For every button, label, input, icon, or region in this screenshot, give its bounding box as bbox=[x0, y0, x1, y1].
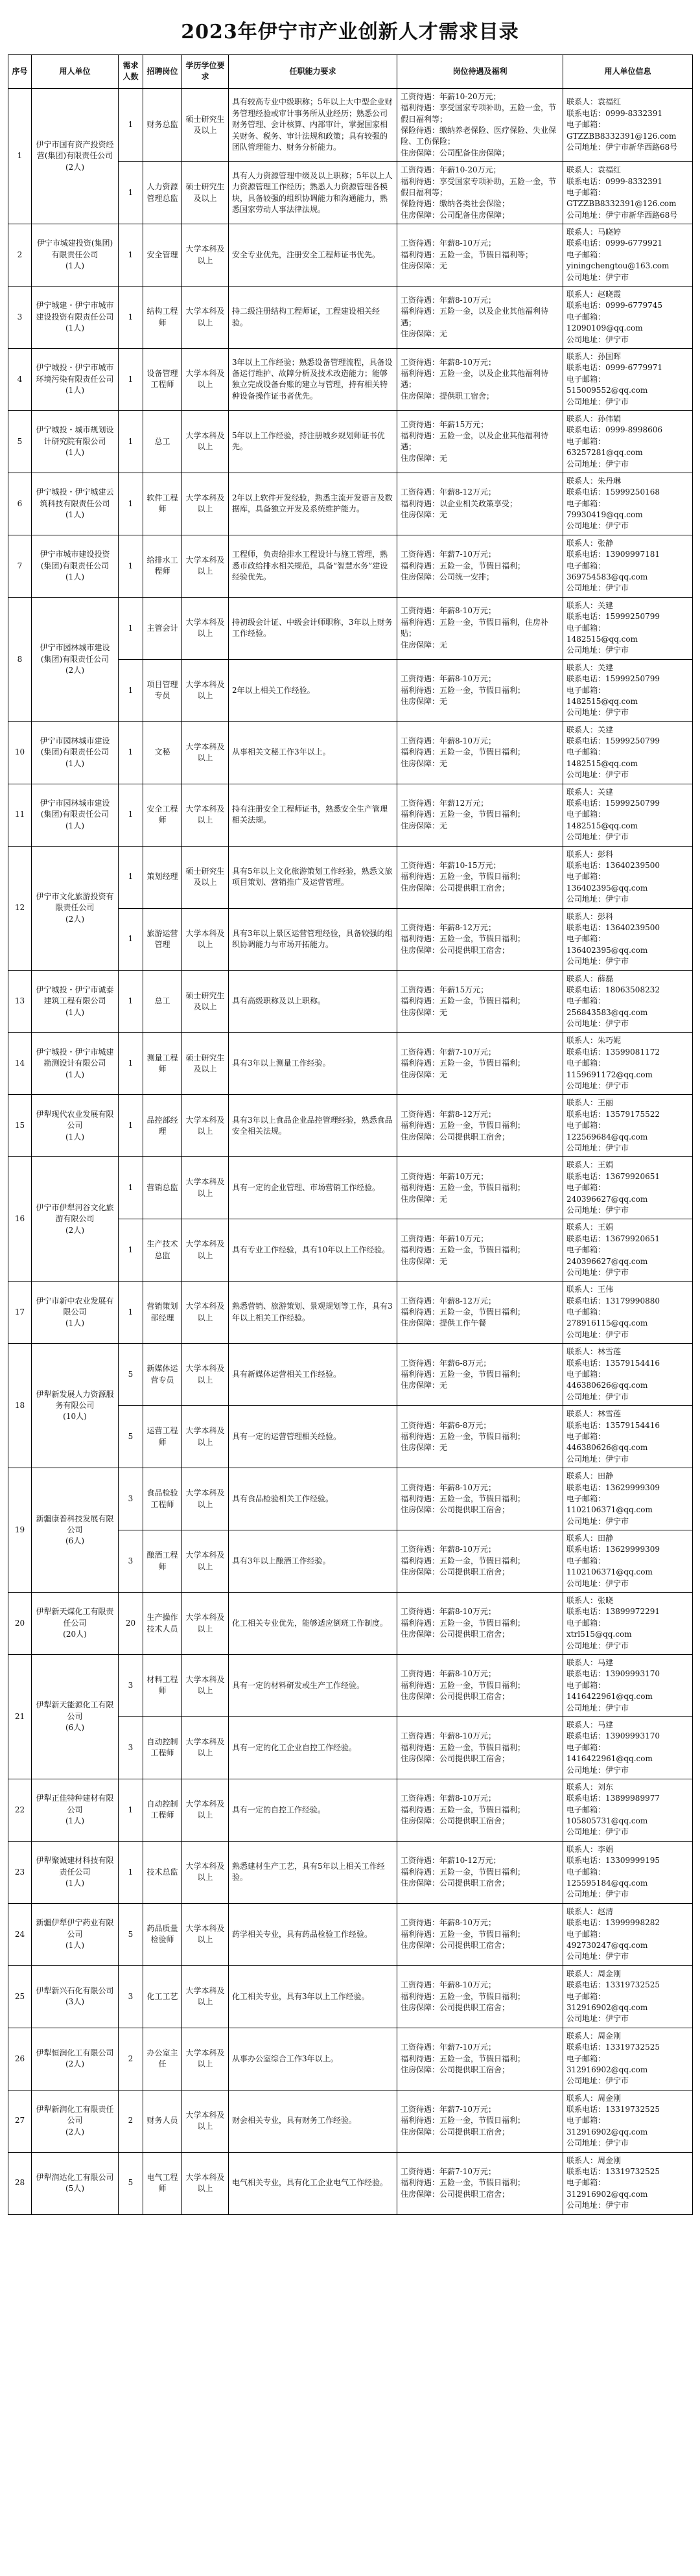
ability-requirement: 5年以上工作经验，持注册城乡规划师证书优先。 bbox=[229, 410, 397, 473]
employer-name: 伊宁市城市建设投资(集团)有限责任公司 (1人) bbox=[32, 535, 119, 597]
header-count: 需求人数 bbox=[119, 55, 143, 89]
education-requirement: 大学本科及以上 bbox=[182, 1841, 229, 1903]
education-requirement: 硕士研究生及以上 bbox=[182, 88, 229, 161]
ability-requirement: 具有3年以上食品企业品控管理经验，熟悉食品安全相关法规。 bbox=[229, 1095, 397, 1157]
benefits: 工资待遇：年薪8-10万元； 福利待遇：五险一金，节假日福利； 住房保障：公司提供职工宿舍； bbox=[397, 1779, 563, 1841]
education-requirement: 硕士研究生及以上 bbox=[182, 162, 229, 224]
employer-name: 伊犁润达化工有限公司 (5人) bbox=[32, 2152, 119, 2214]
ability-requirement: 从事办公室综合工作3年以上。 bbox=[229, 2028, 397, 2090]
table-row bbox=[8, 287, 693, 349]
table-row bbox=[8, 224, 693, 287]
table-row bbox=[8, 1344, 693, 1406]
benefits: 工资待遇：年薪15万元； 福利待遇：五险一金，节假日福利； 住房保障：无 bbox=[397, 970, 563, 1033]
benefits: 工资待遇：年薪6-8万元； 福利待遇：五险一金，节假日福利； 住房保障：无 bbox=[397, 1406, 563, 1468]
headcount: 1 bbox=[119, 846, 143, 908]
employer-name: 伊宁城投・伊宁市城市环境污染有限责任公司 (1人) bbox=[32, 348, 119, 410]
employer-contact: 联系人：周金刚 联系电话：13319732525 电子邮箱： 312916902@qq.com 公司地址：伊宁市 bbox=[563, 1965, 693, 2028]
ability-requirement: 持有注册安全工程师证书，熟悉安全生产管理相关法规。 bbox=[229, 784, 397, 846]
table-row bbox=[8, 1841, 693, 1903]
employer-name: 伊犁正佳特种建材有限公司 (1人) bbox=[32, 1779, 119, 1841]
table-row bbox=[8, 1033, 693, 1095]
employer-contact: 联系人：周金刚 联系电话：13319732525 电子邮箱： 312916902@qq.com 公司地址：伊宁市 bbox=[563, 2028, 693, 2090]
employer-name: 伊宁市文化旅游投资有限责任公司 (2人) bbox=[32, 846, 119, 970]
headcount: 1 bbox=[119, 287, 143, 349]
headcount: 2 bbox=[119, 2090, 143, 2152]
employer-contact: 联系人：马建 联系电话：13909993170 电子邮箱： 1416422961@qq.com 公司地址：伊宁市 bbox=[563, 1716, 693, 1779]
education-requirement: 大学本科及以上 bbox=[182, 1468, 229, 1530]
employer-name: 伊犁聚诚建材科技有限责任公司 (1人) bbox=[32, 1841, 119, 1903]
benefits: 工资待遇：年薪10-12万元； 福利待遇：五险一金，节假日福利； 住房保障：公司提供职工宿舍； bbox=[397, 1841, 563, 1903]
education-requirement: 大学本科及以上 bbox=[182, 1157, 229, 1219]
employer-name: 伊宁市国有资产投资经营(集团)有限责任公司 (2人) bbox=[32, 88, 119, 224]
ability-requirement: 熟悉建材生产工艺，具有5年以上相关工作经验。 bbox=[229, 1841, 397, 1903]
employer-contact: 联系人：朱丹琳 联系电话：15999250168 电子邮箱： 79930419@qq.com 公司地址：伊宁市 bbox=[563, 473, 693, 535]
ability-requirement: 电气相关专业，具有化工企业电气工作经验。 bbox=[229, 2152, 397, 2214]
table-row bbox=[8, 535, 693, 597]
job-post: 生产技术总监 bbox=[143, 1219, 182, 1282]
table-body bbox=[8, 88, 693, 2214]
job-post: 测量工程师 bbox=[143, 1033, 182, 1095]
education-requirement: 大学本科及以上 bbox=[182, 2028, 229, 2090]
employer-contact: 联系人：王丽 联系电话：13579175522 电子邮箱： 122569684@qq.com 公司地址：伊宁市 bbox=[563, 1095, 693, 1157]
job-post: 项目管理专员 bbox=[143, 659, 182, 721]
job-post: 财务人员 bbox=[143, 2090, 182, 2152]
table-row bbox=[8, 1779, 693, 1841]
table-row bbox=[8, 784, 693, 846]
education-requirement: 硕士研究生及以上 bbox=[182, 970, 229, 1033]
row-number: 7 bbox=[8, 535, 32, 597]
header-benefits: 岗位待遇及福利 bbox=[397, 55, 563, 89]
table-row bbox=[8, 1903, 693, 1965]
headcount: 1 bbox=[119, 473, 143, 535]
row-number: 5 bbox=[8, 410, 32, 473]
row-number: 1 bbox=[8, 88, 32, 224]
employer-contact: 联系人：王娟 联系电话：13679920651 电子邮箱： 240396627@qq.com 公司地址：伊宁市 bbox=[563, 1157, 693, 1219]
ability-requirement: 2年以上软件开发经验，熟悉主流开发语言及数据库，具备独立开发及系统维护能力。 bbox=[229, 473, 397, 535]
row-number: 6 bbox=[8, 473, 32, 535]
employer-contact: 联系人：马晓婷 联系电话：0999-6779921 电子邮箱： yiningchengtou@163.com 公司地址：伊宁市 bbox=[563, 224, 693, 287]
ability-requirement: 3年以上工作经验；熟悉设备管理流程，具备设备运行维护、故障分析及技术改造能力；能够独立完成设备台账的建立与管理，持有相关特种设备操作证书者优先。 bbox=[229, 348, 397, 410]
benefits: 工资待遇：年薪8-10万元； 福利待遇：五险一金，节假日福利； 住房保障：公司提供职工宿舍； bbox=[397, 1468, 563, 1530]
headcount: 1 bbox=[119, 1095, 143, 1157]
benefits: 工资待遇：年薪6-8万元； 福利待遇：五险一金，节假日福利； 住房保障：无 bbox=[397, 1344, 563, 1406]
headcount: 1 bbox=[119, 1157, 143, 1219]
job-post: 人力资源管理总监 bbox=[143, 162, 182, 224]
row-number: 18 bbox=[8, 1344, 32, 1468]
education-requirement: 大学本科及以上 bbox=[182, 2090, 229, 2152]
ability-requirement: 2年以上相关工作经验。 bbox=[229, 659, 397, 721]
education-requirement: 大学本科及以上 bbox=[182, 1593, 229, 1655]
employer-contact: 联系人：林雪莲 联系电话：13579154416 电子邮箱： 446380626@qq.com 公司地址：伊宁市 bbox=[563, 1344, 693, 1406]
headcount: 1 bbox=[119, 721, 143, 784]
job-post: 设备管理工程师 bbox=[143, 348, 182, 410]
education-requirement: 大学本科及以上 bbox=[182, 535, 229, 597]
row-number: 11 bbox=[8, 784, 32, 846]
job-post: 文秘 bbox=[143, 721, 182, 784]
table-header-row bbox=[8, 55, 693, 89]
header-post: 招聘岗位 bbox=[143, 55, 182, 89]
education-requirement: 大学本科及以上 bbox=[182, 1219, 229, 1282]
row-number: 10 bbox=[8, 721, 32, 784]
row-number: 20 bbox=[8, 1593, 32, 1655]
education-requirement: 大学本科及以上 bbox=[182, 721, 229, 784]
ability-requirement: 具有人力资源管理中级及以上职称；5年以上人力资源管理工作经历；熟悉人力资源管理各模块，具备较强的组织协调能力和沟通能力，熟悉国家劳动人事法律法规。 bbox=[229, 162, 397, 224]
education-requirement: 大学本科及以上 bbox=[182, 784, 229, 846]
education-requirement: 大学本科及以上 bbox=[182, 1344, 229, 1406]
ability-requirement: 具有高级职称及以上职称。 bbox=[229, 970, 397, 1033]
row-number: 4 bbox=[8, 348, 32, 410]
headcount: 1 bbox=[119, 597, 143, 659]
benefits: 工资待遇：年薪8-10万元； 福利待遇：五险一金，节假日福利； 住房保障：公司提供职工宿舍； bbox=[397, 1716, 563, 1779]
education-requirement: 硕士研究生及以上 bbox=[182, 846, 229, 908]
headcount: 1 bbox=[119, 1219, 143, 1282]
employer-contact: 联系人：王娟 联系电话：13679920651 电子邮箱： 240396627@qq.com 公司地址：伊宁市 bbox=[563, 1219, 693, 1282]
benefits: 工资待遇：年薪10-20万元； 福利待遇：享受国家专项补助，五险一金，节假日福利等； 保险待遇：缴纳各类社会保险； 住房保障：公司配备住房保障； bbox=[397, 162, 563, 224]
benefits: 工资待遇：年薪7-10万元； 福利待遇：五险一金，节假日福利； 住房保障：公司提供职工宿舍； bbox=[397, 2152, 563, 2214]
education-requirement: 大学本科及以上 bbox=[182, 1716, 229, 1779]
job-post: 安全工程师 bbox=[143, 784, 182, 846]
employer-contact: 联系人：关建 联系电话：15999250799 电子邮箱： 1482515@qq.com 公司地址：伊宁市 bbox=[563, 597, 693, 659]
employer-name: 伊宁城投・城市规划设计研究院有限公司 (1人) bbox=[32, 410, 119, 473]
job-post: 策划经理 bbox=[143, 846, 182, 908]
employer-name: 伊宁市园林城市建设(集团)有限责任公司 (2人) bbox=[32, 597, 119, 721]
table-row bbox=[8, 1095, 693, 1157]
employer-contact: 联系人：田静 联系电话：13629999309 电子邮箱： 1102106371@qq.com 公司地址：伊宁市 bbox=[563, 1530, 693, 1593]
row-number: 27 bbox=[8, 2090, 32, 2152]
row-number: 15 bbox=[8, 1095, 32, 1157]
employer-name: 新疆伊犁伊宁药业有限公司 (1人) bbox=[32, 1903, 119, 1965]
ability-requirement: 具有3年以上景区运营管理经验，具备较强的组织协调能力与市场开拓能力。 bbox=[229, 908, 397, 970]
education-requirement: 大学本科及以上 bbox=[182, 1779, 229, 1841]
headcount: 1 bbox=[119, 535, 143, 597]
employer-contact: 联系人：张晓 联系电话：13899972291 电子邮箱： xtrl515@qq.com 公司地址：伊宁市 bbox=[563, 1593, 693, 1655]
row-number: 12 bbox=[8, 846, 32, 970]
page-title: 2023年伊宁市产业创新人才需求目录 bbox=[181, 21, 519, 43]
education-requirement: 大学本科及以上 bbox=[182, 1903, 229, 1965]
row-number: 24 bbox=[8, 1903, 32, 1965]
education-requirement: 大学本科及以上 bbox=[182, 908, 229, 970]
headcount: 1 bbox=[119, 88, 143, 161]
job-post: 化工工艺 bbox=[143, 1965, 182, 2028]
row-number: 3 bbox=[8, 287, 32, 349]
employer-contact: 联系人：周金刚 联系电话：13319732525 电子邮箱： 312916902@qq.com 公司地址：伊宁市 bbox=[563, 2152, 693, 2214]
employer-contact: 联系人：袁福红 联系电话：0999-8332391 电子邮箱： GTZZBB8332391@126.com 公司地址：伊宁市新华西路68号 bbox=[563, 88, 693, 161]
employer-contact: 联系人：彭科 联系电话：13640239500 电子邮箱： 136402395@qq.com 公司地址：伊宁市 bbox=[563, 846, 693, 908]
ability-requirement: 具有5年以上文化旅游策划工作经验，熟悉文旅项目策划、营销推广及运营管理。 bbox=[229, 846, 397, 908]
education-requirement: 大学本科及以上 bbox=[182, 287, 229, 349]
headcount: 1 bbox=[119, 1779, 143, 1841]
job-post: 材料工程师 bbox=[143, 1655, 182, 1717]
benefits: 工资待遇：年薪8-10万元； 福利待遇：五险一金，节假日福利； 住房保障：公司提供职工宿舍； bbox=[397, 1593, 563, 1655]
headcount: 1 bbox=[119, 659, 143, 721]
education-requirement: 大学本科及以上 bbox=[182, 659, 229, 721]
ability-requirement: 熟悉营销、旅游策划、景观规划等工作，具有3年以上相关工作经验。 bbox=[229, 1282, 397, 1344]
header-requirements: 任职能力要求 bbox=[229, 55, 397, 89]
job-post: 品控部经理 bbox=[143, 1095, 182, 1157]
benefits: 工资待遇：年薪8-10万元； 福利待遇：五险一金，节假日福利； 住房保障：公司提供职工宿舍； bbox=[397, 1655, 563, 1717]
table-row bbox=[8, 2028, 693, 2090]
headcount: 1 bbox=[119, 348, 143, 410]
headcount: 3 bbox=[119, 1716, 143, 1779]
employer-contact: 联系人：王伟 联系电话：13179990880 电子邮箱： 278916115@qq.com 公司地址：伊宁市 bbox=[563, 1282, 693, 1344]
employer-name: 伊犁现代农业发展有限公司 (1人) bbox=[32, 1095, 119, 1157]
headcount: 3 bbox=[119, 1530, 143, 1593]
job-post: 运营工程师 bbox=[143, 1406, 182, 1468]
header-contact: 用人单位信息 bbox=[563, 55, 693, 89]
employer-name: 伊犁新发展人力资源服务有限公司 (10人) bbox=[32, 1344, 119, 1468]
headcount: 2 bbox=[119, 2028, 143, 2090]
headcount: 1 bbox=[119, 970, 143, 1033]
benefits: 工资待遇：年薪10-20万元； 福利待遇：享受国家专项补助，五险一金，节假日福利等； 保险待遇：缴纳养老保险、医疗保险、失业保险、工伤保险； 住房保障：公司配备住房保障； bbox=[397, 88, 563, 161]
headcount: 1 bbox=[119, 908, 143, 970]
ability-requirement: 具有3年以上酿酒工作经验。 bbox=[229, 1530, 397, 1593]
benefits: 工资待遇：年薪10-15万元； 福利待遇：五险一金，节假日福利； 住房保障：公司提供职工宿舍； bbox=[397, 846, 563, 908]
employer-contact: 联系人：张静 联系电话：13909997181 电子邮箱： 369754583@qq.com 公司地址：伊宁市 bbox=[563, 535, 693, 597]
education-requirement: 大学本科及以上 bbox=[182, 1095, 229, 1157]
ability-requirement: 具有新媒体运营相关工作经验。 bbox=[229, 1344, 397, 1406]
education-requirement: 大学本科及以上 bbox=[182, 597, 229, 659]
header-employer: 用人单位 bbox=[32, 55, 119, 89]
row-number: 2 bbox=[8, 224, 32, 287]
row-number: 19 bbox=[8, 1468, 32, 1593]
benefits: 工资待遇：年薪8-10万元； 福利待遇：五险一金，以及企业其他福利待遇； 住房保障：提供职工宿舍； bbox=[397, 348, 563, 410]
job-post: 生产操作技术人员 bbox=[143, 1593, 182, 1655]
headcount: 3 bbox=[119, 1655, 143, 1717]
table-row bbox=[8, 846, 693, 908]
ability-requirement: 药学相关专业，具有药品检验工作经验。 bbox=[229, 1903, 397, 1965]
row-number: 13 bbox=[8, 970, 32, 1033]
ability-requirement: 具有专业工作经验，具有10年以上工作经验。 bbox=[229, 1219, 397, 1282]
benefits: 工资待遇：年薪8-12万元； 福利待遇：五险一金，节假日福利； 住房保障：提供工作午餐 bbox=[397, 1282, 563, 1344]
employer-name: 伊宁市城建投资(集团)有限责任公司 (1人) bbox=[32, 224, 119, 287]
employer-name: 伊宁城投・伊宁市诚泰建筑工程有限公司 (1人) bbox=[32, 970, 119, 1033]
table-row bbox=[8, 2152, 693, 2214]
job-post: 营销策划部经理 bbox=[143, 1282, 182, 1344]
ability-requirement: 具有一定的材料研发或生产工作经验。 bbox=[229, 1655, 397, 1717]
job-post: 安全管理 bbox=[143, 224, 182, 287]
job-post: 旅游运营管理 bbox=[143, 908, 182, 970]
benefits: 工资待遇：年薪8-10万元； 福利待遇：五险一金，节假日福利； 住房保障：无 bbox=[397, 659, 563, 721]
employer-contact: 联系人：关建 联系电话：15999250799 电子邮箱： 1482515@qq.com 公司地址：伊宁市 bbox=[563, 659, 693, 721]
table-row bbox=[8, 1468, 693, 1530]
benefits: 工资待遇：年薪8-10万元； 福利待遇：五险一金，节假日福利等； 住房保障：无 bbox=[397, 224, 563, 287]
row-number: 28 bbox=[8, 2152, 32, 2214]
row-number: 26 bbox=[8, 2028, 32, 2090]
header-no: 序号 bbox=[8, 55, 32, 89]
ability-requirement: 具有一定的自控工作经验。 bbox=[229, 1779, 397, 1841]
headcount: 1 bbox=[119, 1282, 143, 1344]
employer-contact: 联系人：林雪莲 联系电话：13579154416 电子邮箱： 446380626@qq.com 公司地址：伊宁市 bbox=[563, 1406, 693, 1468]
employer-contact: 联系人：关建 联系电话：15999250799 电子邮箱： 1482515@qq.com 公司地址：伊宁市 bbox=[563, 784, 693, 846]
employer-name: 伊犁新天煤化工有限责任公司 (20人) bbox=[32, 1593, 119, 1655]
job-post: 办公室主任 bbox=[143, 2028, 182, 2090]
ability-requirement: 从事相关文秘工作3年以上。 bbox=[229, 721, 397, 784]
table-row bbox=[8, 88, 693, 161]
ability-requirement: 财会相关专业，具有财务工作经验。 bbox=[229, 2090, 397, 2152]
table-row bbox=[8, 410, 693, 473]
employer-name: 伊犁恒润化工有限公司 (2人) bbox=[32, 2028, 119, 2090]
benefits: 工资待遇：年薪7-10万元； 福利待遇：五险一金，节假日福利； 住房保障：公司提供职工宿舍； bbox=[397, 2090, 563, 2152]
row-number: 21 bbox=[8, 1655, 32, 1779]
education-requirement: 硕士研究生及以上 bbox=[182, 1033, 229, 1095]
job-post: 软件工程师 bbox=[143, 473, 182, 535]
ability-requirement: 持二级注册结构工程师证，工程建设相关经验。 bbox=[229, 287, 397, 349]
education-requirement: 大学本科及以上 bbox=[182, 1965, 229, 2028]
row-number: 25 bbox=[8, 1965, 32, 2028]
row-number: 14 bbox=[8, 1033, 32, 1095]
ability-requirement: 安全专业优先，注册安全工程师证书优先。 bbox=[229, 224, 397, 287]
employer-name: 伊宁市园林城市建设(集团)有限责任公司 (1人) bbox=[32, 784, 119, 846]
benefits: 工资待遇：年薪8-10万元； 福利待遇：五险一金，节假日福利； 住房保障：公司提供职工宿舍； bbox=[397, 1965, 563, 2028]
row-number: 17 bbox=[8, 1282, 32, 1344]
employer-contact: 联系人：关建 联系电话：15999250799 电子邮箱： 1482515@qq.com 公司地址：伊宁市 bbox=[563, 721, 693, 784]
employer-contact: 联系人：田静 联系电话：13629999309 电子邮箱： 1102106371@qq.com 公司地址：伊宁市 bbox=[563, 1468, 693, 1530]
employer-name: 伊宁市新中农业发展有限公司 (1人) bbox=[32, 1282, 119, 1344]
employer-name: 新疆康普科技发展有限公司 (6人) bbox=[32, 1468, 119, 1593]
header-education: 学历学位要求 bbox=[182, 55, 229, 89]
ability-requirement: 工程师，负责给排水工程设计与施工管理，熟悉市政给排水相关规范，具备“智慧水务”建设经验优先。 bbox=[229, 535, 397, 597]
talent-demand-table bbox=[8, 54, 693, 2215]
employer-contact: 联系人：李娟 联系电话：13309999195 电子邮箱： 125595184@qq.com 公司地址：伊宁市 bbox=[563, 1841, 693, 1903]
benefits: 工资待遇：年薪8-12万元； 福利待遇：五险一金，节假日福利； 住房保障：公司提供职工宿舍； bbox=[397, 908, 563, 970]
employer-contact: 联系人：孙国晖 联系电话：0999-6779971 电子邮箱： 515009552@qq.com 公司地址：伊宁市 bbox=[563, 348, 693, 410]
education-requirement: 大学本科及以上 bbox=[182, 410, 229, 473]
job-post: 财务总监 bbox=[143, 88, 182, 161]
employer-name: 伊宁城投・伊宁市城建勘测设计有限公司 (1人) bbox=[32, 1033, 119, 1095]
benefits: 工资待遇：年薪8-10万元； 福利待遇：五险一金，节假日福利； 住房保障：无 bbox=[397, 721, 563, 784]
employer-contact: 联系人：周金刚 联系电话：13319732525 电子邮箱： 312916902@qq.com 公司地址：伊宁市 bbox=[563, 2090, 693, 2152]
employer-contact: 联系人：赵晓霞 联系电话：0999-6779745 电子邮箱： 12090109@qq.com 公司地址：伊宁市 bbox=[563, 287, 693, 349]
education-requirement: 大学本科及以上 bbox=[182, 348, 229, 410]
table-row bbox=[8, 1965, 693, 2028]
headcount: 1 bbox=[119, 784, 143, 846]
employer-contact: 联系人：薛磊 联系电话：18063508232 电子邮箱： 256843583@qq.com 公司地址：伊宁市 bbox=[563, 970, 693, 1033]
ability-requirement: 化工相关专业优先，能够适应倒班工作制度。 bbox=[229, 1593, 397, 1655]
ability-requirement: 持初级会计证、中级会计师职称，3年以上财务工作经验。 bbox=[229, 597, 397, 659]
employer-contact: 联系人：朱巧妮 联系电话：13599081172 电子邮箱： 1159691172@qq.com 公司地址：伊宁市 bbox=[563, 1033, 693, 1095]
employer-contact: 联系人：刘东 联系电话：13899989977 电子邮箱： 105805731@qq.com 公司地址：伊宁市 bbox=[563, 1779, 693, 1841]
headcount: 5 bbox=[119, 1406, 143, 1468]
job-post: 电气工程师 bbox=[143, 2152, 182, 2214]
employer-name: 伊宁市园林城市建设(集团)有限责任公司 (1人) bbox=[32, 721, 119, 784]
benefits: 工资待遇：年薪8-12万元； 福利待遇：五险一金，节假日福利； 住房保障：公司提供职工宿舍； bbox=[397, 1095, 563, 1157]
benefits: 工资待遇：年薪10万元； 福利待遇：五险一金，节假日福利； 住房保障：无 bbox=[397, 1219, 563, 1282]
job-post: 技术总监 bbox=[143, 1841, 182, 1903]
headcount: 5 bbox=[119, 1903, 143, 1965]
benefits: 工资待遇：年薪8-10万元； 福利待遇：五险一金，节假日福利； 住房保障：公司提供职工宿舍； bbox=[397, 1530, 563, 1593]
headcount: 1 bbox=[119, 1841, 143, 1903]
ability-requirement: 具有一定的运营管理相关经验。 bbox=[229, 1406, 397, 1468]
benefits: 工资待遇：年薪8-10万元； 福利待遇：五险一金，节假日福利； 住房保障：公司提供职工宿舍； bbox=[397, 1903, 563, 1965]
benefits: 工资待遇：年薪12万元； 福利待遇：五险一金，节假日福利； 住房保障：无 bbox=[397, 784, 563, 846]
headcount: 3 bbox=[119, 1965, 143, 2028]
employer-name: 伊宁城投・伊宁城建云筑科技有限责任公司 (1人) bbox=[32, 473, 119, 535]
headcount: 1 bbox=[119, 410, 143, 473]
table-row bbox=[8, 473, 693, 535]
benefits: 工资待遇：年薪8-10万元； 福利待遇：五险一金，以及企业其他福利待遇； 住房保障：无 bbox=[397, 287, 563, 349]
employer-contact: 联系人：马建 联系电话：13909993170 电子邮箱： 1416422961@qq.com 公司地址：伊宁市 bbox=[563, 1655, 693, 1717]
benefits: 工资待遇：年薪8-10万元； 福利待遇：五险一金，节假日福利，住房补贴； 住房保障：无 bbox=[397, 597, 563, 659]
job-post: 总工 bbox=[143, 970, 182, 1033]
ability-requirement: 具有一定的化工企业自控工作经验。 bbox=[229, 1716, 397, 1779]
table-row bbox=[8, 597, 693, 659]
job-post: 结构工程师 bbox=[143, 287, 182, 349]
ability-requirement: 具有一定的企业管理、市场营销工作经验。 bbox=[229, 1157, 397, 1219]
ability-requirement: 具有3年以上测量工作经验。 bbox=[229, 1033, 397, 1095]
education-requirement: 大学本科及以上 bbox=[182, 1282, 229, 1344]
employer-name: 伊犁新天能源化工有限公司 (6人) bbox=[32, 1655, 119, 1779]
headcount: 20 bbox=[119, 1593, 143, 1655]
employer-name: 伊犁新润化工有限责任公司 (2人) bbox=[32, 2090, 119, 2152]
education-requirement: 大学本科及以上 bbox=[182, 224, 229, 287]
headcount: 1 bbox=[119, 224, 143, 287]
ability-requirement: 具有较高专业中级职称；5年以上大中型企业财务管理经验或审计事务所从业经历；熟悉公司财务管理、会计核算、内部审计，掌握国家相关财务、税务、审计法规和政策；具有较强的团队管理能力、财务分析能力。 bbox=[229, 88, 397, 161]
benefits: 工资待遇：年薪7-10万元； 福利待遇：五险一金，节假日福利； 住房保障：公司统一安排； bbox=[397, 535, 563, 597]
benefits: 工资待遇：年薪10万元； 福利待遇：五险一金，节假日福利； 住房保障：无 bbox=[397, 1157, 563, 1219]
table-row bbox=[8, 1157, 693, 1219]
job-post: 新媒体运营专员 bbox=[143, 1344, 182, 1406]
benefits: 工资待遇：年薪15万元； 福利待遇：五险一金，以及企业其他福利待遇； 住房保障：无 bbox=[397, 410, 563, 473]
job-post: 食品检验工程师 bbox=[143, 1468, 182, 1530]
row-number: 8 bbox=[8, 597, 32, 721]
benefits: 工资待遇：年薪7-10万元； 福利待遇：五险一金，节假日福利； 住房保障：无 bbox=[397, 1033, 563, 1095]
education-requirement: 大学本科及以上 bbox=[182, 473, 229, 535]
table-row bbox=[8, 1593, 693, 1655]
headcount: 5 bbox=[119, 2152, 143, 2214]
education-requirement: 大学本科及以上 bbox=[182, 1406, 229, 1468]
employer-contact: 联系人：孙伟娟 联系电话：0999-8998606 电子邮箱： 63257281@qq.com 公司地址：伊宁市 bbox=[563, 410, 693, 473]
ability-requirement: 具有食品检验相关工作经验。 bbox=[229, 1468, 397, 1530]
headcount: 5 bbox=[119, 1344, 143, 1406]
ability-requirement: 化工相关专业，具有3年以上工作经验。 bbox=[229, 1965, 397, 2028]
row-number: 22 bbox=[8, 1779, 32, 1841]
row-number: 23 bbox=[8, 1841, 32, 1903]
employer-name: 伊犁新兴石化有限公司 (3人) bbox=[32, 1965, 119, 2028]
table-row bbox=[8, 1282, 693, 1344]
table-row bbox=[8, 348, 693, 410]
table-row bbox=[8, 2090, 693, 2152]
headcount: 1 bbox=[119, 1033, 143, 1095]
table-row bbox=[8, 721, 693, 784]
job-post: 主管会计 bbox=[143, 597, 182, 659]
job-post: 给排水工程师 bbox=[143, 535, 182, 597]
benefits: 工资待遇：年薪7-10万元； 福利待遇：五险一金，节假日福利； 住房保障：公司提供职工宿舍； bbox=[397, 2028, 563, 2090]
headcount: 3 bbox=[119, 1468, 143, 1530]
employer-name: 伊宁城建・伊宁市城市建设投资有限责任公司 (1人) bbox=[32, 287, 119, 349]
education-requirement: 大学本科及以上 bbox=[182, 2152, 229, 2214]
employer-contact: 联系人：袁福红 联系电话：0999-8332391 电子邮箱： GTZZBB8332391@126.com 公司地址：伊宁市新华西路68号 bbox=[563, 162, 693, 224]
job-post: 药品质量检验师 bbox=[143, 1903, 182, 1965]
headcount: 1 bbox=[119, 162, 143, 224]
row-number: 16 bbox=[8, 1157, 32, 1282]
job-post: 营销总监 bbox=[143, 1157, 182, 1219]
education-requirement: 大学本科及以上 bbox=[182, 1530, 229, 1593]
education-requirement: 大学本科及以上 bbox=[182, 1655, 229, 1717]
table-row bbox=[8, 970, 693, 1033]
job-post: 酿酒工程师 bbox=[143, 1530, 182, 1593]
employer-name: 伊宁市伊犁河谷文化旅游有限公司 (2人) bbox=[32, 1157, 119, 1282]
job-post: 自动控制工程师 bbox=[143, 1716, 182, 1779]
job-post: 自动控制工程师 bbox=[143, 1779, 182, 1841]
employer-contact: 联系人：赵清 联系电话：13999998282 电子邮箱： 492730247@qq.com 公司地址：伊宁市 bbox=[563, 1903, 693, 1965]
benefits: 工资待遇：年薪8-12万元； 福利待遇：以企业相关政策享受； 住房保障：无 bbox=[397, 473, 563, 535]
job-post: 总工 bbox=[143, 410, 182, 473]
table-row bbox=[8, 1655, 693, 1717]
employer-contact: 联系人：彭科 联系电话：13640239500 电子邮箱： 136402395@qq.com 公司地址：伊宁市 bbox=[563, 908, 693, 970]
